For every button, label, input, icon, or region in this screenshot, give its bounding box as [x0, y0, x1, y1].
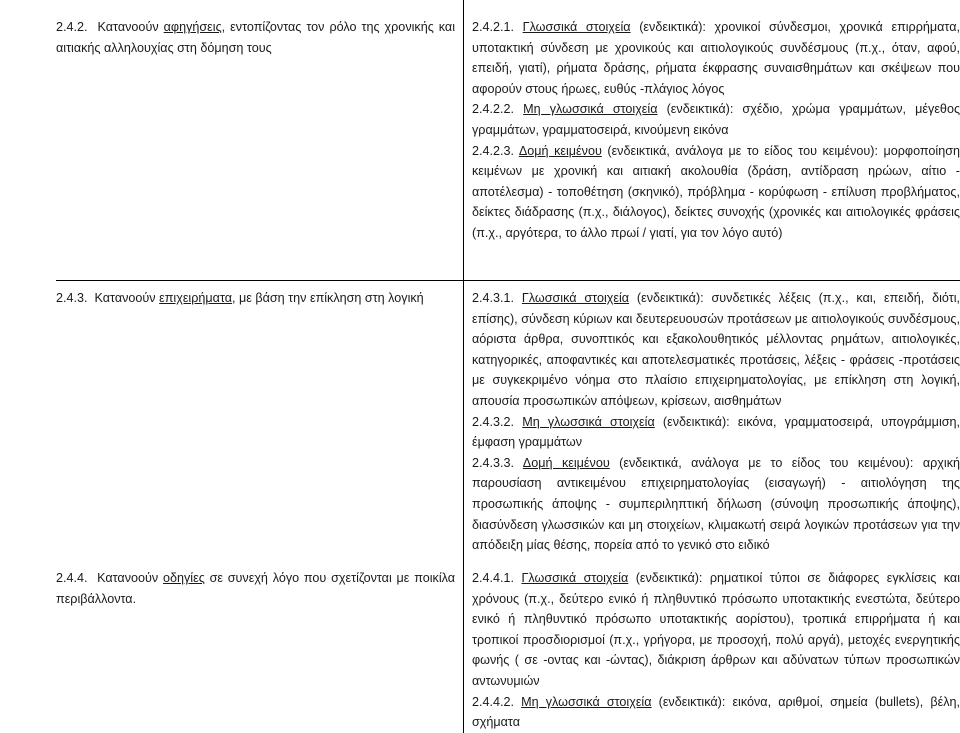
- objective-number: 2.4.4.: [56, 571, 88, 585]
- detail-number: 2.4.2.3.: [472, 144, 514, 158]
- detail-heading: Γλωσσικά στοιχεία: [522, 291, 629, 305]
- objective-text: [56, 288, 455, 309]
- table-row: [56, 0, 960, 281]
- detail-item: [472, 99, 960, 140]
- detail-text: (ενδεικτικά): συνδετικές λέξεις (π.χ., και, επειδή, διότι, επίσης), σύνδεση κύριων και δευτερευουσών προτάσεων με αιτιολογικούς συνδέσμους, αόριστα άρθρα, συνοπτικός και εξακολουθητικός μέλλοντας ρημάτων, αιτιολογικές, κατηγορικές, αποφαντικές και αποτελεσματικές προτάσεις, λέξεις - φράσεις -προτάσεις με συγκεκριμένο νόημα στο πλαίσιο επιχειρηματολογίας, με επίκληση στη λογική, απουσία προσωπικών απόψεων, κρίσεων, αισθημάτων: [472, 291, 960, 408]
- detail-number: 2.4.2.1.: [472, 20, 514, 34]
- detail-heading: Μη γλωσσικά στοιχεία: [521, 695, 651, 709]
- detail-heading: Γλωσσικά στοιχεία: [521, 571, 628, 585]
- detail-item: [472, 453, 960, 556]
- objective-prefix: Κατανοούν: [95, 291, 160, 305]
- detail-text: (ενδεικτικά, ανάλογα με το είδος του κειμένου): αρχική παρουσίαση αντικειμένου επιχειρηματολογίας (εισαγωγή) - αιτιολόγηση της προσωπικής άποψης - συμπεριληπτική δήλωση (σύνοψη προσωπικής άποψης), διασύνδεση γλωσσικών και μη στοιχείων, κλιμακωτή σειρά λογικών προτάσεων για την απόδειξη μίας θέσης, πορεία από το γενικό στο ειδικό: [472, 456, 960, 552]
- detail-item: [472, 692, 960, 733]
- detail-item: [472, 141, 960, 244]
- objective-prefix: Κατανοούν: [98, 20, 164, 34]
- objective-text: [56, 17, 455, 58]
- detail-number: 2.4.4.1.: [472, 571, 514, 585]
- detail-text: (ενδεικτικά): εικόνα, γραμματοσειρά, υπογράμμιση, έμφαση γραμμάτων: [472, 415, 960, 450]
- detail-item: [472, 288, 960, 412]
- table-row: [56, 281, 960, 567]
- detail-number: 2.4.4.2.: [472, 695, 514, 709]
- detail-number: 2.4.2.2.: [472, 102, 514, 116]
- objective-keyword: οδηγίες: [163, 571, 205, 585]
- objective-number: 2.4.2.: [56, 20, 88, 34]
- objective-number: 2.4.3.: [56, 291, 88, 305]
- details-cell: [464, 0, 960, 281]
- detail-text: (ενδεικτικά): εικόνα, αριθμοί, σημεία (bullets), βέλη, σχήματα: [472, 695, 960, 730]
- detail-number: 2.4.3.3.: [472, 456, 514, 470]
- objective-cell: [56, 0, 464, 281]
- objective-cell: [56, 281, 464, 567]
- detail-heading: Δομή κειμένου: [523, 456, 610, 470]
- detail-text: (ενδεικτικά): χρονικοί σύνδεσμοι, χρονικά επιρρήματα, υποτακτική σύνδεση με χρονικούς και αιτιολογικούς συνδέσμους (π.χ., όταν, αφού, επειδή, γιατί), ρήματα δράσης, ρήματα έκφρασης συναισθημάτων και σκέψεων που αφορούν στους ήρωες, ευθύς -πλάγιος λόγος: [472, 20, 960, 96]
- objective-cell: [56, 566, 464, 733]
- detail-item: [472, 17, 960, 99]
- curriculum-table: [56, 0, 960, 733]
- objective-keyword: επιχειρήματα: [159, 291, 232, 305]
- detail-item: [472, 568, 960, 692]
- detail-number: 2.4.3.1.: [472, 291, 514, 305]
- objective-rest: , με βάση την επίκληση στη λογική: [232, 291, 424, 305]
- detail-text: (ενδεικτικά): ρηματικοί τύποι σε διάφορες εγκλίσεις και χρόνους (π.χ., δεύτερο ενικό ή πληθυντικό πρόσωπο υποτακτικής ενεστώτα, δεύτερο ενικό ή πληθυντικό πρόσωπο υποτακτικής αορίστου), τροπικά επιρρήματα ή και τροπικοί προσδιορισμοί (π.χ., γρήγορα, με προσοχή, πολύ αργά), μετοχές ενεργητικής φωνής ( σε -οντας και -ώντας), διάκριση άρθρων και αδύνατων τύπων προσωπικών αντωνυμιών: [472, 571, 960, 688]
- objective-prefix: Κατανοούν: [97, 571, 163, 585]
- detail-heading: Μη γλωσσικά στοιχεία: [522, 415, 655, 429]
- detail-text: (ενδεικτικά, ανάλογα με το είδος του κειμένου): μορφοποίηση κειμένων με χρονική και αιτιακή ακολουθία (δράση, αντίδραση ηρώων, αίτιο - αποτέλεσμα) - τοποθέτηση (σκηνικό), πρόβλημα - κορύφωση - επίλυση προβλήματος, δείκτες διάδρασης (π.χ., διάλογος), δείκτες συνοχής (χρονικές και αιτιολογικές φράσεις (π.χ., αργότερα, το άλλο πρωί / γιατί, για τον λόγο αυτό): [472, 144, 960, 240]
- detail-heading: Δομή κειμένου: [519, 144, 602, 158]
- objective-keyword: αφηγήσεις: [164, 20, 222, 34]
- objective-text: [56, 568, 455, 609]
- detail-text: (ενδεικτικά): σχέδιο, χρώμα γραμμάτων, μέγεθος γραμμάτων, γραμματοσειρά, κινούμενη εικόνα: [472, 102, 960, 137]
- details-cell: [464, 281, 960, 567]
- objective-rest: , εντοπίζοντας τον ρόλο της χρονικής και αιτιακής αλληλουχίας στη δόμηση τους: [56, 20, 455, 55]
- detail-item: [472, 412, 960, 453]
- details-cell: [464, 566, 960, 733]
- detail-heading: Γλωσσικά στοιχεία: [523, 20, 631, 34]
- table-row: [56, 566, 960, 733]
- detail-heading: Μη γλωσσικά στοιχεία: [523, 102, 657, 116]
- objective-rest: σε συνεχή λόγο που σχετίζονται με ποικίλα περιβάλλοντα.: [56, 571, 455, 606]
- detail-number: 2.4.3.2.: [472, 415, 514, 429]
